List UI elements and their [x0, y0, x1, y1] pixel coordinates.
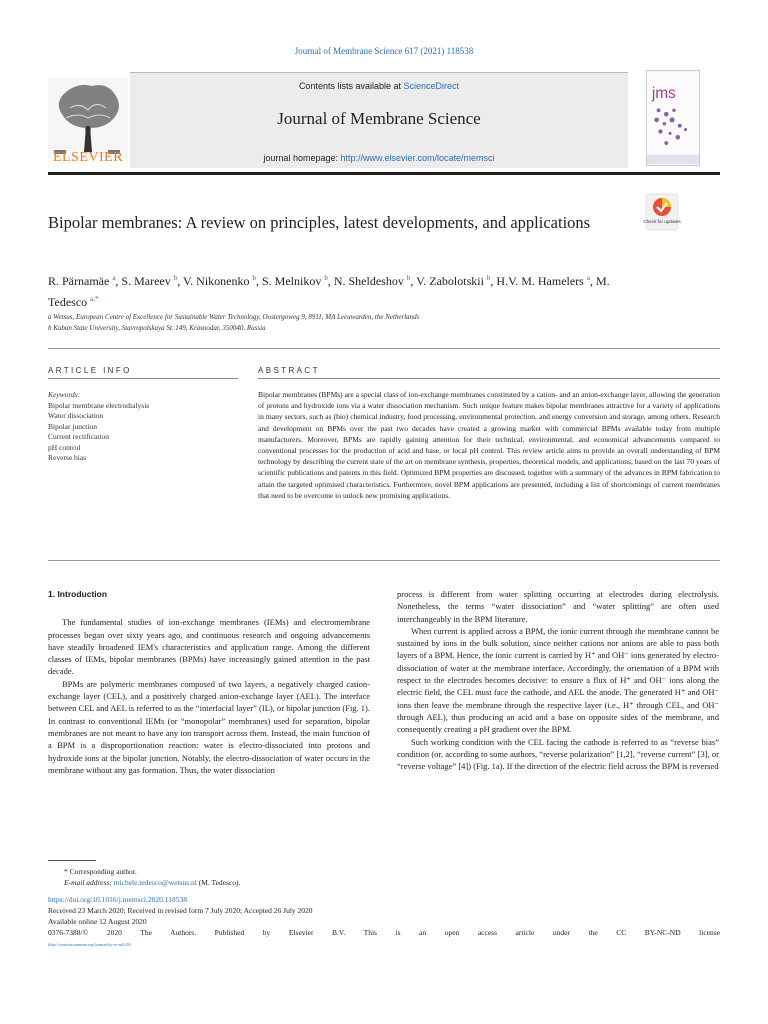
- section-divider: [48, 348, 720, 349]
- journal-cover-image[interactable]: [646, 70, 700, 166]
- author-affiliation-marker[interactable]: b: [406, 274, 411, 282]
- copyright-line: 0376-7388/© 2020 The Authors. Published by Elsevier B.V. This is an open access article under the CC BY-NC-ND license: [48, 928, 720, 937]
- article-info-rule: [48, 378, 238, 379]
- journal-title: Journal of Membrane Science: [277, 109, 481, 128]
- homepage-line: [130, 153, 628, 163]
- keyword-item: Current rectification: [48, 432, 110, 441]
- email-link[interactable]: michele.tedesco@wetsus.nl: [113, 878, 197, 887]
- author-affiliation-marker[interactable]: a: [112, 274, 116, 282]
- cover-text: jms: [651, 84, 676, 102]
- author-list: R. Pärnamäe $^a$, S. Mareev $^b$, V. Nikonenko $^b$, S. Melnikov $^b$, N. Sheldeshov $^b$, V. Zabolotskii $^b$, H.V. M. Hamelers $^a$, M. Tedesco $^{a,*}$: [48, 274, 610, 309]
- license-link[interactable]: (http://creativecommons.org/licenses/by-nc-nd/4.0/).: [48, 942, 133, 947]
- keyword-item: pH control: [48, 442, 81, 452]
- body-paragraph: Such working condition with the CEL facing the cathode is referred to as “reverse bias” condition (or, according to some authors, “reverse polarization” [1,2], “reverse current” [3], or “reverse voltage” [4]) (Fig. 1a). If the direction of the electric field across the BPM is reversed: [397, 736, 719, 772]
- author-name[interactable]: V. Nikonenko: [183, 274, 250, 288]
- abstract-rule: [258, 378, 720, 379]
- homepage-link[interactable]: http://www.elsevier.com/locate/memsci: [340, 153, 495, 163]
- author-name[interactable]: S. Melnikov: [262, 274, 322, 288]
- author-affiliation-marker[interactable]: b: [486, 274, 491, 282]
- crossmark-text: Check for updates: [643, 219, 681, 224]
- author-affiliation-marker[interactable]: b: [173, 274, 178, 282]
- sciencedirect-link[interactable]: ScienceDirect: [403, 81, 460, 91]
- body-column-left: [48, 588, 370, 776]
- keyword-item: Water dissociation: [48, 411, 104, 420]
- section-heading: 1. Introduction: [48, 589, 108, 599]
- author-affiliation-marker[interactable]: b: [324, 274, 328, 282]
- homepage-label: journal homepage:: [263, 153, 338, 163]
- article-title: Bipolar membranes: A review on principles, latest developments, and applications: [48, 213, 591, 232]
- journal-header-box: [130, 72, 628, 168]
- article-info-label: ARTICLE INFO: [48, 366, 132, 375]
- keyword-item: Reverse bias: [48, 453, 87, 462]
- author-name[interactable]: H.V. M. Hamelers: [496, 274, 584, 288]
- footnote-rule: [48, 860, 96, 861]
- body-paragraph: process is different from water splitting occurring at electrodes during electrolysis. Nonetheless, the terms “water dissociation” and “water splitting” are often used interchangeably in the BPM literature.: [397, 589, 719, 624]
- author-name[interactable]: R. Pärnamäe: [48, 274, 110, 288]
- masthead-divider: [48, 172, 720, 175]
- received-dates: Received 23 March 2020; Received in revised form 7 July 2020; Accepted 26 July 2020: [48, 906, 313, 915]
- doi-link[interactable]: https://doi.org/10.1016/j.memsci.2020.118538: [48, 895, 187, 904]
- author-affiliation-marker[interactable]: b: [252, 274, 256, 282]
- body-column-right: [397, 588, 719, 772]
- author-name[interactable]: S. Mareev: [121, 274, 171, 288]
- keywords-label: Keywords:: [48, 390, 81, 399]
- body-paragraph: When current is applied across a BPM, the ionic current through the membrane cannot be sustained by ions in the bulk solution, since neither cations nor anions are able to pass both layers of a BPM. Hence, the ionic current is carried by H⁺ and OH⁻ ions generated by electro-dissociation of water at the membrane interface. Accordingly, the orientation of a BPM with respect to the electrodes becomes decisive: to ensure a flux of H⁺ and OH⁻ ions along the electric field, the CEL must face the cathode, and AEL the anode. The generated H⁺ and OH⁻ ions then leave the membrane through the respective layer (i.e., H⁺ through CEL, and OH⁻ through AEL), thus producing an acid and a base on opposite sides of the membrane, and consequently creating a pH gradient over the BPM.: [397, 625, 719, 735]
- author-affiliation-marker[interactable]: a: [586, 274, 590, 282]
- contents-line: [130, 81, 628, 91]
- abstract-label: ABSTRACT: [258, 366, 320, 375]
- keyword-item: Bipolar membrane electrodialysis: [48, 400, 150, 410]
- publisher-wordmark: ELSEVIER: [52, 150, 124, 165]
- affiliation-b: b Kuban State University, Stavropolskaya St. 149, Krasnodar, 350040, Russia: [48, 324, 266, 332]
- available-online: Available online 12 August 2020: [48, 917, 147, 926]
- keywords-block: [48, 390, 238, 464]
- masthead: [48, 70, 720, 170]
- body-paragraph: BPMs are polymeric membranes composed of two layers, a negatively charged cation-exchange layer (CEL), and a positively charged anion-exchange layer (AEL). The interface between CEL and AEL is referred to as the “interfacial layer” (IL), or bipolar junction (Fig. 1). In contrast to conventional IEMs (or “monopolar” membranes) used for separation, bipolar membranes are not meant to have any ion transport across them. Instead, the main function of a BPM is a disproportionation reaction: water is electro-dissociated into protons and hydroxide ions at the bipolar junction. Notably, the electro-dissociation of water occurs in the membrane without any gas formation. Thus, the water dissociation: [48, 678, 371, 775]
- affiliation-a: a Wetsus, European Centre of Excellence for Sustainable Water Technology, Oostergoweg 9, 8911, MA Leeuwarden, the Netherlands: [48, 313, 420, 321]
- check-for-updates-icon[interactable]: [643, 194, 681, 230]
- journal-citation[interactable]: Journal of Membrane Science 617 (2021) 118538: [294, 46, 474, 56]
- author-name[interactable]: N. Sheldeshov: [333, 274, 404, 288]
- corresponding-author-note: * Corresponding author.: [64, 867, 137, 876]
- email-line: [48, 877, 720, 888]
- keyword-item: Bipolar junction: [48, 421, 97, 431]
- footnotes: [48, 866, 720, 950]
- author-affiliation-marker[interactable]: a,*: [90, 295, 99, 303]
- body-paragraph: The fundamental studies of ion-exchange membranes (IEMs) and electromembrane processes began over sixty years ago, and continuous research and ongoing advancements have steadily broadened IEM's characteristics and application range. Among the different classes of IEMs, bipolar membranes (BPMs) have increasingly gained attention in the past decade.: [48, 617, 370, 677]
- author-name[interactable]: M. Tedesco: [48, 274, 610, 309]
- abstract-text: Bipolar membranes (BPMs) are a special class of ion-exchange membranes constituted by a cation- and an anion-exchange layer, allowing the generation of protons and hydroxide ions via a water dissociation mechanism. Such unique feature makes bipolar membranes attractive for a variety of applications in many sectors, such as (bio) chemical industry, food processing, environmental protection, and energy conversion and storage, among others. Research and development on BPMs over the past two decades have created a growing market with commercial BPMs available today from multiple manufacturers. Moreover, BPMs are rapidly gaining attention for their technical, environmental, and economical advancements compared to conventional processes for the production of acid and base, or local pH control. This review article aims to provide an overall understanding of BPM technology by describing the current state of the art on membrane synthesis, properties, theoretical models, and applications, based on the last 70 years of scientific publications and patents in this field. Optimized BPM properties are discussed, together with a summary of the advances in BPM fabrication to attain the targeted optimised characteristics. Furthermore, novel BPM applications are presented, including a list of shortcomings of current membranes that need to be overcome to unlock new promising applications.: [258, 390, 720, 500]
- email-label: E-mail address:: [64, 878, 112, 887]
- email-suffix: (M. Tedesco).: [198, 878, 241, 887]
- contents-prefix: Contents lists available at: [298, 81, 401, 91]
- author-name[interactable]: V. Zabolotskii: [416, 274, 484, 288]
- body-divider: [48, 560, 720, 561]
